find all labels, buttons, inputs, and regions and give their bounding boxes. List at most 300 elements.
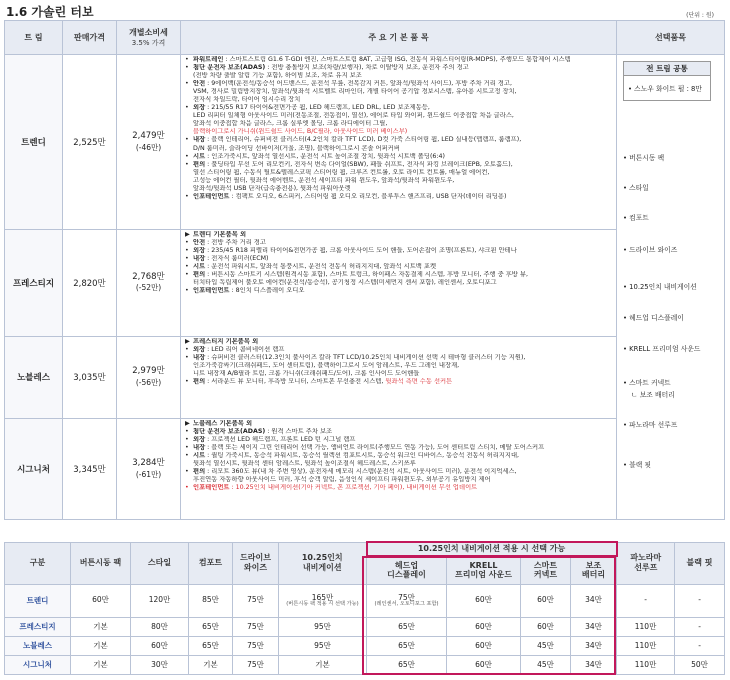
feature-heading: 노블레스 기본품목 외 <box>193 419 253 427</box>
option-value: 기본 <box>93 660 108 670</box>
common-options-title: 전 트림 공통 <box>624 62 710 76</box>
opt-header-drive-wise <box>233 542 279 584</box>
option-value: 34만 <box>585 660 602 670</box>
option-value: 기본 <box>93 641 108 651</box>
feature-text: 전자식 차일드락, 타이어 임시수리 장치 <box>193 96 301 104</box>
option-value: - <box>644 595 647 605</box>
feature-text: 인조가죽감싸기(크래쉬패드, 도어 센터트림), 블랙하이그로시 도어 암레스트, 우드 그레인 내장재, <box>193 361 460 369</box>
option-value: 34만 <box>585 595 602 605</box>
feature-text: : 스마트스트림 G1.6 T-GDI 엔진, 스마트스트림 8AT, 고급형 ISG, 전동식 파워스티어링(R-MDPS), 주행모드 통합제어 시스템 <box>223 56 571 63</box>
opt-header-sunroof <box>617 542 675 584</box>
feature-line <box>185 420 612 428</box>
feature-heading: 시트 <box>193 451 206 459</box>
page-title: 1.6 가솔린 터보 <box>6 5 94 19</box>
feature-heading: 트렌디 기본품목 외 <box>193 230 247 238</box>
bullet-icon: • <box>185 192 189 200</box>
trim-table-header <box>5 21 725 55</box>
trim-ind-delta: (-61만) <box>135 469 162 479</box>
option-cell-battery <box>571 617 617 636</box>
feature-heading: 프레스티지 기본품목 외 <box>193 337 259 345</box>
option-cell-trim <box>5 617 71 636</box>
feature-line <box>185 96 612 104</box>
feature-text: 터치타입 독립제어 풀오토 에어컨(운전석/동승석), 공기청정 시스템(미세먼지 센서 포함), 레인센서, 오토디포그 <box>193 279 497 287</box>
option-item: • 헤드업 디스플레이 <box>623 314 684 322</box>
option-item: • KRELL 프리미엄 사운드 <box>623 345 701 353</box>
feature-text: : 8인치 디스플레이 오디오 <box>229 287 305 295</box>
option-item: • 컴포트 <box>623 214 649 222</box>
option-value: 50만 <box>691 660 708 670</box>
feature-text: : 전방 충돌방지 보조(차량/보행자), 차로 이탈방지 보조, 운전자 주의 경고 <box>265 64 469 72</box>
option-value: 95만 <box>314 622 331 632</box>
option-value: 75만 <box>398 592 415 602</box>
feature-text: : 컴팩트 오디오, 6스피커, 스티어링 휠 오디오 리모컨, 블루투스 핸즈프리, USB 단자(데이터 리딩용) <box>229 192 507 200</box>
option-value: - <box>698 622 701 632</box>
feature-heading: 인포테인먼트 <box>193 192 230 200</box>
option-item: • 10.25인치 내비게이션 <box>623 283 697 291</box>
feature-heading: 내장 <box>193 353 206 361</box>
feature-text: : 9에어백(운전석/동승석 어드밴스드, 운전석 무릎, 전복감지 커튼, 앞좌석/뒷좌석 사이드), 후방 주차 거리 경고, <box>205 80 512 88</box>
feature-line <box>185 56 612 64</box>
common-option-item: • 스노우 화이트 펄 : 8만 <box>628 85 702 93</box>
opt-header-krell-2: 프리미엄 사운드 <box>455 570 512 580</box>
option-cell-battery <box>571 655 617 674</box>
feature-text: VSM, 경사로 밀림방지장치, 앞좌석/뒷좌석 시트벨트 리마인더, 개별 타이어 공기압 경보시스템, 유아용 시트고정 장치, <box>193 88 517 96</box>
bullet-icon: • <box>185 160 189 168</box>
option-cell-comfort <box>189 584 233 617</box>
feature-line <box>185 72 612 80</box>
feature-heading: 내장 <box>193 255 206 263</box>
feature-heading: 안전 <box>193 238 206 246</box>
opt-header-navi-group: 10.25인치 내비게이션 적용 시 선택 가능 <box>367 542 617 556</box>
option-cell-hud <box>367 655 447 674</box>
option-item: ㄴ 보조 배터리 <box>631 391 675 399</box>
feature-line <box>185 255 612 263</box>
opt-header-battery-1: 보조 <box>585 560 602 570</box>
option-cell-smart <box>521 636 571 655</box>
option-value: 노블레스 <box>23 641 52 651</box>
feature-heading: 인포테인먼트 <box>193 287 230 295</box>
opt-header-sunroof-2: 선루프 <box>634 563 658 572</box>
option-value: 110만 <box>634 641 657 651</box>
feature-text: : 10.25인치 내비게이션(기아 커넥트, 폰 프로젝션, 기아 페이), 내비게이션 무선 업데이트 <box>229 484 478 492</box>
option-item: • 블랙 핏 <box>623 461 652 469</box>
feature-heading: 외장 <box>193 345 206 353</box>
option-cell-trim <box>5 655 71 674</box>
feature-line <box>185 370 612 378</box>
bullet-icon: • <box>185 255 189 263</box>
option-value: 트렌디 <box>26 596 49 606</box>
feature-line <box>185 271 612 279</box>
option-item: • 버튼시동 팩 <box>623 154 665 162</box>
feature-line <box>185 468 612 476</box>
feature-text: : 서라운드 뷰 모니터, 후측방 모니터, 스마트폰 무선충전 시스템, <box>205 377 386 385</box>
option-value: 60만 <box>537 622 554 632</box>
option-value: 75만 <box>247 641 264 651</box>
bullet-icon: • <box>185 345 189 353</box>
opt-header-drive-wise-1: 드라이브 <box>240 553 271 563</box>
option-item: • 스타일 <box>623 184 649 192</box>
option-cell-navi <box>279 617 367 636</box>
feature-text: : LED 리어 콤비네이션 램프 <box>205 345 285 353</box>
option-cell-battery <box>571 636 617 655</box>
feature-line <box>185 338 612 346</box>
option-value: 30만 <box>151 660 168 670</box>
header-features: 주 요 기 본 품 목 <box>181 21 617 55</box>
option-value: 85만 <box>202 595 219 605</box>
option-cell-sunroof <box>617 636 675 655</box>
trim-name: 노블레스 <box>5 336 63 418</box>
bullet-icon: • <box>185 443 189 451</box>
option-cell-trim <box>5 584 71 617</box>
option-value: 시그니처 <box>23 660 52 670</box>
opt-header-smart-1: 스마트 <box>533 560 558 570</box>
bullet-icon: • <box>185 263 189 271</box>
option-cell-sunroof <box>617 617 675 636</box>
feature-line <box>185 64 612 72</box>
trim-features <box>181 336 617 418</box>
opt-header-navi-1: 10.25인치 <box>301 553 343 563</box>
feature-line <box>185 436 612 444</box>
trim-name: 트렌디 <box>5 55 63 230</box>
option-cell-krell <box>447 636 521 655</box>
option-cell-drive-wise <box>233 584 279 617</box>
bullet-icon: • <box>185 247 189 254</box>
header-price: 판매가격 <box>63 21 117 55</box>
option-item: • 파노라마 선루프 <box>623 421 678 429</box>
opt-header-hud <box>367 556 447 584</box>
feature-heading: 외장 <box>193 247 206 254</box>
option-cell-button-start <box>71 617 131 636</box>
option-item: • 드라이브 와이즈 <box>623 246 678 254</box>
option-value: 기본 <box>93 622 108 632</box>
feature-line <box>185 104 612 112</box>
feature-line <box>185 136 612 144</box>
trim-features <box>181 418 617 519</box>
option-cell-hud <box>367 636 447 655</box>
option-value: 75만 <box>247 595 264 605</box>
feature-heading: 첨단 운전자 보조(ADAS) <box>193 64 266 72</box>
option-cell-button-start <box>71 636 131 655</box>
opt-header-krell <box>447 556 521 584</box>
feature-heading: 파워트레인 <box>193 56 224 63</box>
option-value: 45만 <box>537 660 554 670</box>
option-value: 110만 <box>634 622 657 632</box>
feature-text: 앞좌석/뒷좌석 USB 단자(급속충전용), 뒷좌석 파워아웃렛 <box>193 184 351 192</box>
trim-price: 2,820만 <box>63 229 117 336</box>
option-cell-style <box>131 617 189 636</box>
option-cell-sunroof <box>617 584 675 617</box>
bullet-icon: • <box>185 64 189 72</box>
feature-text: : 프로젝션 LED 헤드램프, 프론트 LED 턴 시그널 램프 <box>205 435 356 443</box>
feature-text: : 블랙 인테리어, 슈퍼비전 클러스터(4.2인치 칼라 TFT LCD), D컷 가죽 스티어링 휠, LED 실내등(맵램프, 룸램프), <box>205 136 522 144</box>
feature-text: : 리모트 360도 뷰(내 차 주변 영상), 운전자세 메모리 시스템(운전석 시트, 아웃사이드 미러), 운전석 이지억세스, <box>205 467 517 475</box>
feature-text: : 버튼시동 스마트키 시스템(원격시동 포함), 스마트 트렁크, 하이패스 자동결제 시스템, 후방 모니터, 주행 중 후방 뷰, <box>205 271 528 279</box>
feature-text: 앞좌석 이중접합 차음 글라스, 크롬 실루엣 몰딩, 크롬 라디에이터 그릴, <box>193 120 388 128</box>
trim-name: 시그니처 <box>5 418 63 519</box>
feature-line <box>185 287 612 295</box>
option-value: 60만 <box>151 641 168 651</box>
bullet-icon: • <box>185 427 189 435</box>
trim-ind-price-cell <box>117 336 181 418</box>
feature-line <box>185 354 612 362</box>
option-value: 기본 <box>203 660 218 670</box>
opt-header-drive-wise-2: 와이즈 <box>243 563 268 572</box>
option-row <box>5 636 725 655</box>
feature-line <box>185 153 612 161</box>
trim-ind-delta: (-52만) <box>135 283 162 293</box>
feature-line <box>185 460 612 468</box>
option-cell-comfort <box>189 655 233 674</box>
feature-line <box>185 362 612 370</box>
trim-price: 2,525만 <box>63 55 117 230</box>
opt-header-hud-1: 헤드업 <box>394 560 419 570</box>
feature-line <box>185 120 612 128</box>
option-row <box>5 617 725 636</box>
feature-line <box>185 80 612 88</box>
feature-text: 후진연동 자동하향 아웃사이드 미러, 후석 승객 알림, 음성인식 세이프티 파워윈도우, 외부공기 유입방지 제어 <box>193 475 491 483</box>
option-value: 34만 <box>585 622 602 632</box>
option-value: 60만 <box>475 660 492 670</box>
trim-ind-price-cell <box>117 55 181 230</box>
feature-text: : 원격 스마트 주차 보조 <box>265 427 333 435</box>
trim-features <box>181 229 617 336</box>
trim-ind-price: 3,284만 <box>132 457 165 468</box>
feature-line <box>185 161 612 169</box>
option-value: 65만 <box>202 641 219 651</box>
feature-heading: 시트 <box>193 263 206 271</box>
bullet-icon: • <box>185 451 189 459</box>
feature-text: 뒷좌석 열선시트, 뒷좌석 센터 암레스트, 뒷좌석 높이조절식 헤드레스트, 스키쓰루 <box>193 459 416 467</box>
option-note: (버튼시동 팩 적용 시 선택 가능) <box>286 600 359 607</box>
option-value: 65만 <box>398 622 415 632</box>
feature-line <box>185 231 612 239</box>
opt-header-button-start: 버튼시동 팩 <box>71 542 131 584</box>
feature-line <box>185 185 612 193</box>
feature-text: : 블랙 또는 세이지 그린 인테리어 선택 가능, 앰비언트 라이트(주행모드 연동 가능), 도어 센터트림 스티치, 메탈 도어스커프 <box>205 443 545 451</box>
feature-text: : 235/45 R18 피렐리 타이어&전면가공 휠, 크롬 아웃사이드 도어 핸들, 도어손잡이 조명(프론트), 샤크핀 안테나 <box>205 247 517 254</box>
bullet-icon: • <box>185 287 189 295</box>
feature-heading: 안전 <box>193 80 206 88</box>
trim-ind-price: 2,979만 <box>132 365 165 376</box>
feature-line <box>185 193 612 201</box>
bullet-icon: • <box>185 484 189 492</box>
option-cell-smart <box>521 584 571 617</box>
feature-text-highlight: 뒷좌석 측면 수동 선커튼 <box>385 377 453 385</box>
option-cell-hud <box>367 584 447 617</box>
option-value: 65만 <box>398 641 415 651</box>
feature-heading: 외장 <box>193 104 206 112</box>
feature-text: : 운전석 파워시트, 앞좌석 통풍시트, 운전석 전동식 허리지지대, 앞좌석 시트백 포켓 <box>205 263 437 271</box>
trim-ind-price: 2,479만 <box>132 130 165 141</box>
option-value: 60만 <box>475 595 492 605</box>
feature-line <box>185 177 612 185</box>
feature-line <box>185 169 612 177</box>
option-cell-navi <box>279 655 367 674</box>
option-cell-blackfit <box>675 584 725 617</box>
option-cell-battery <box>571 584 617 617</box>
bullet-icon: • <box>185 467 189 475</box>
option-cell-navi <box>279 584 367 617</box>
option-value: 75만 <box>247 622 264 632</box>
option-row <box>5 584 725 617</box>
bullet-icon: • <box>185 104 189 112</box>
trim-ind-delta: (-56만) <box>135 377 162 387</box>
feature-heading: 시트 <box>193 152 206 160</box>
option-value: 60만 <box>475 641 492 651</box>
feature-line <box>185 145 612 153</box>
feature-text: D/N 룸미러, 슬라이딩 선바이저(거울, 조명), 블랙하이그로시 콘솔 어퍼커버 <box>193 144 400 152</box>
feature-text: 니트 내장재 A/B필라 트림, 크롬 가니쉬(크래쉬패드/도어), 크롬 인사이드 도어핸들 <box>193 369 420 377</box>
feature-heading: 내장 <box>193 136 206 144</box>
option-row <box>5 655 725 674</box>
option-value: 65만 <box>398 660 415 670</box>
arrow-icon: ▶ <box>185 230 190 238</box>
arrow-icon: ▶ <box>185 419 190 427</box>
trim-row <box>5 55 725 230</box>
feature-line <box>185 128 612 136</box>
option-cell-krell <box>447 655 521 674</box>
header-trim: 트 림 <box>5 21 63 55</box>
opt-header-navi <box>279 542 367 584</box>
opt-header-battery <box>571 556 617 584</box>
unit-label: (단위 : 원) <box>686 12 714 19</box>
option-cell-style <box>131 636 189 655</box>
feature-line <box>185 263 612 271</box>
opt-header-style: 스타일 <box>131 542 189 584</box>
feature-line <box>185 247 612 255</box>
feature-text: : 전방 주차 거리 경고 <box>205 238 266 246</box>
bullet-icon: • <box>185 152 189 160</box>
bullet-icon: • <box>185 271 189 279</box>
option-value: 110만 <box>634 660 657 670</box>
bullet-icon: • <box>185 80 189 88</box>
trim-ind-delta: (-46만) <box>135 142 162 152</box>
feature-line <box>185 452 612 460</box>
option-value: 60만 <box>537 595 554 605</box>
feature-text: : 전자식 룸미러(ECM) <box>205 255 269 263</box>
option-cell-smart <box>521 617 571 636</box>
option-value: 기본 <box>315 660 330 670</box>
option-cell-comfort <box>189 636 233 655</box>
option-value: 45만 <box>537 641 554 651</box>
option-value: 65만 <box>202 622 219 632</box>
feature-heading: 편의 <box>193 467 206 475</box>
feature-line <box>185 88 612 96</box>
option-cell-button-start <box>71 584 131 617</box>
option-value: 80만 <box>151 622 168 632</box>
opt-header-smart-connect <box>521 556 571 584</box>
option-value: 60만 <box>475 622 492 632</box>
opt-header-comfort: 컴포트 <box>189 542 233 584</box>
arrow-icon: ▶ <box>185 337 190 345</box>
option-value: - <box>698 641 701 651</box>
option-cell-blackfit <box>675 617 725 636</box>
feature-text: : 퀼팅 가죽시트, 동승석 파워시트, 동승석 릴렉션 컴포트시트, 동승석 워크인 디바이스, 동승석 전동식 허리지지대, <box>205 451 520 459</box>
feature-line <box>185 378 612 386</box>
option-value: 프레스티지 <box>19 622 56 632</box>
bullet-icon: • <box>185 136 189 144</box>
trim-table <box>4 20 725 520</box>
option-cell-smart <box>521 655 571 674</box>
option-cell-drive-wise <box>233 636 279 655</box>
feature-heading: 편의 <box>193 160 206 168</box>
feature-text: : 인조가죽시트, 앞좌석 열선시트, 운전석 시트 높이조절 장치, 뒷좌석 시트백 폴딩(6:4) <box>205 152 446 160</box>
trim-ind-price-cell <box>117 418 181 519</box>
trim-features <box>181 55 617 230</box>
feature-heading: 외장 <box>193 435 206 443</box>
common-options-box <box>623 61 711 101</box>
feature-heading: 인포테인먼트 <box>193 484 230 492</box>
feature-text: : 풀딩타입 무선 도어 리모컨키, 전자식 변속 다이얼(SBW), 패들 쉬프트, 전자식 파킹 브레이크(EPB, 오토홀드), <box>205 160 513 168</box>
option-cell-style <box>131 584 189 617</box>
feature-text: : 215/55 R17 타이어&전면가공 휠, LED 헤드램프, LED DRL, LED 보조제동등, <box>205 104 430 112</box>
feature-line <box>185 484 612 492</box>
header-ind-sub: 3.5% 가격 <box>131 38 166 47</box>
option-cell-sunroof <box>617 655 675 674</box>
option-cell-hud <box>367 617 447 636</box>
option-note: (레인센서, 오토디포그 포함) <box>374 600 439 607</box>
option-value: 120만 <box>148 595 171 605</box>
feature-text: LED 리피터 일체형 아웃사이드 미러(전동조절, 전동접이, 열선), 에어로 타입 와이퍼, 윈드쉴드 이중접합 차음 글라스, <box>193 112 514 120</box>
option-cell-krell <box>447 584 521 617</box>
bullet-icon: • <box>185 353 189 361</box>
feature-heading: 편의 <box>193 271 206 279</box>
opt-header-krell-1: KRELL <box>469 560 498 570</box>
trim-ind-price: 2,768만 <box>132 271 165 282</box>
bullet-icon: • <box>185 238 189 246</box>
feature-text: : 슈퍼비전 클러스터(12.3인치 풀사이즈 칼라 TFT LCD/10.25인치 내비게이션 선택 시 테마형 클러스터 기능 지원), <box>205 353 526 361</box>
option-cell-navi <box>279 636 367 655</box>
bullet-icon: • <box>185 377 189 385</box>
opt-header-battery-2: 배터리 <box>581 570 606 580</box>
trim-price: 3,345만 <box>63 418 117 519</box>
feature-text: 열선 스티어링 휠, 수동식 틸트&텔레스코픽 스티어링 휠, 크루즈 컨트롤, 오토 라이트 컨트롤, 매뉴얼 에어컨, <box>193 168 490 176</box>
option-item: • 스마트 커넥트 <box>623 379 671 387</box>
feature-line <box>185 239 612 247</box>
header-options: 선택품목 <box>617 21 725 55</box>
feature-heading: 첨단 운전자 보조(ADAS) <box>193 427 266 435</box>
option-cell-blackfit <box>675 655 725 674</box>
opt-header-trim: 구분 <box>5 542 71 584</box>
option-value: 60만 <box>92 595 109 605</box>
bullet-icon: • <box>185 56 189 63</box>
option-cell-button-start <box>71 655 131 674</box>
feature-line <box>185 112 612 120</box>
feature-line <box>185 476 612 484</box>
header-ind-price <box>117 21 181 55</box>
feature-text: 고성능 에어컨 필터, 뒷좌석 에어벤트, 운전석 세이프티 파워 윈도우, 앞좌석/뒷좌석 파워윈도우, <box>193 176 455 184</box>
feature-text: (전방 차량 출발 알림 기능 포함), 하이빔 보조, 차로 유지 보조 <box>193 72 362 80</box>
opt-header-blackfit: 블랙 핏 <box>675 542 725 584</box>
option-cell-krell <box>447 617 521 636</box>
feature-line <box>185 279 612 287</box>
opt-header-smart-2: 커넥트 <box>533 570 558 580</box>
opt-header-navi-2: 내비게이션 <box>302 563 342 572</box>
option-cell-trim <box>5 636 71 655</box>
header-ind-top: 개별소비세 <box>129 27 168 37</box>
option-value: 95만 <box>314 641 331 651</box>
feature-heading: 편의 <box>193 377 206 385</box>
option-price-table <box>4 541 725 675</box>
option-value: 34만 <box>585 641 602 651</box>
option-cell-drive-wise <box>233 617 279 636</box>
feature-text: 블랙하이그로시 가니쉬(윈드쉴드 사이드, B/C필라, 아웃사이드 미러 베이스부) <box>193 128 408 136</box>
feature-line <box>185 444 612 452</box>
bullet-icon: • <box>185 435 189 443</box>
option-cell-blackfit <box>675 636 725 655</box>
option-value: 75만 <box>247 660 264 670</box>
feature-line <box>185 346 612 354</box>
